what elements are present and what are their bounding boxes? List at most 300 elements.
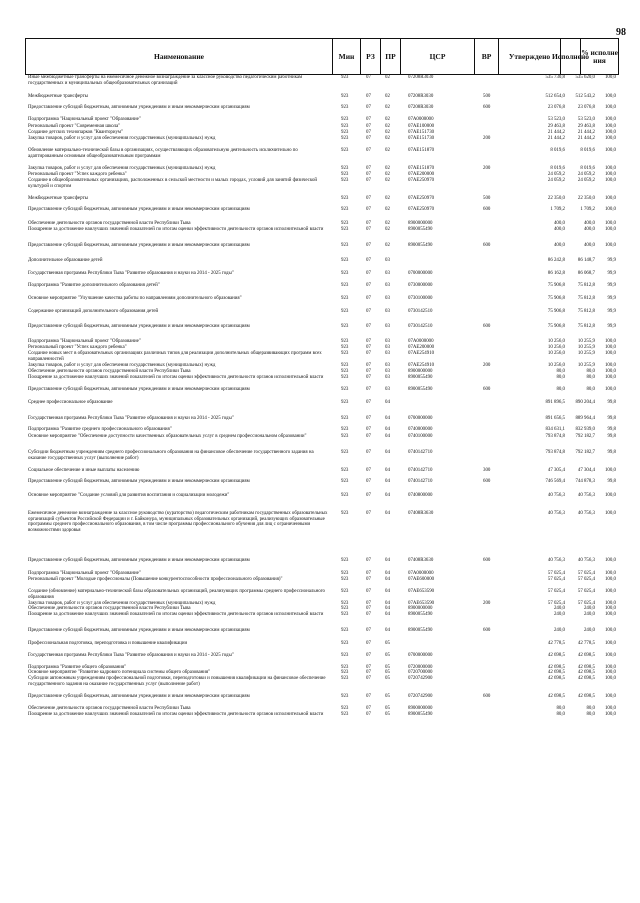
cell-pct: 100,0 (604, 339, 616, 344)
cell-approved: 240,0 (553, 612, 565, 617)
cell-executed: 80,0 (586, 375, 595, 380)
cell-min: 923 (341, 653, 349, 658)
cell-csr: 07208R3030 (408, 94, 434, 99)
cell-pct: 100,0 (604, 706, 616, 711)
cell-name: Создание детских технопарков "Кванториум" (28, 130, 123, 135)
cell-rz: 07 (366, 653, 371, 658)
cell-min: 923 (341, 511, 349, 516)
cell-pct: 99,9 (607, 296, 616, 301)
cell-pr: 03 (385, 283, 390, 288)
cell-csr: 07A0000000 (408, 571, 434, 576)
cell-pct: 100,0 (604, 369, 616, 374)
cell-pr: 04 (385, 628, 390, 633)
cell-name: Закупка товаров, работ и услуг для обеспечения государственных (муниципальных) нужд (28, 166, 216, 171)
cell-pct: 100,0 (604, 196, 616, 201)
cell-min: 923 (341, 324, 349, 329)
cell-name: Субсидии автономным учреждениям профессиональной подготовки, переподготовки и повышения квалификации на финансовое обеспечение государственного задания на оказание государственных услуг (выполнение работ) (28, 676, 326, 687)
cell-vr: 500 (483, 196, 491, 201)
cell-pct: 100,0 (604, 345, 616, 350)
cell-name: Социальное обеспечение и иные выплаты населению (28, 468, 140, 473)
cell-pr: 02 (385, 166, 390, 171)
cell-executed: 80,0 (586, 369, 595, 374)
cell-name: Региональный проект "Современная школа" (28, 124, 121, 129)
cell-rz: 07 (366, 345, 371, 350)
cell-approved: 8 019,6 (550, 166, 565, 171)
cell-approved: 8 019,6 (550, 148, 565, 153)
cell-min: 923 (341, 427, 349, 432)
cell-approved: 834 631,1 (545, 427, 565, 432)
cell-rz: 07 (366, 283, 371, 288)
cell-pr: 02 (385, 207, 390, 212)
cell-pr: 04 (385, 468, 390, 473)
cell-rz: 07 (366, 117, 371, 122)
cell-pct: 100,0 (604, 493, 616, 498)
cell-executed: 40 756,3 (577, 493, 595, 498)
cell-pct: 100,0 (604, 166, 616, 171)
cell-rz: 07 (366, 309, 371, 314)
cell-executed: 42 698,5 (577, 665, 595, 670)
cell-approved: 80,0 (556, 375, 565, 380)
cell-min: 923 (341, 434, 349, 439)
cell-name: Предоставление субсидий бюджетным, автономным учреждениям и иным некоммерческим организациям (28, 324, 250, 329)
cell-min: 923 (341, 75, 349, 80)
cell-min: 923 (341, 416, 349, 421)
cell-name: Обновление материально-технической базы в организациях, осуществляющих образовательную деятельность исключительно по адаптированным основным общеобразовательным программам (28, 148, 298, 159)
cell-min: 923 (341, 117, 349, 122)
cell-min: 923 (341, 309, 349, 314)
table-header (25, 38, 619, 75)
cell-pr: 05 (385, 694, 390, 699)
cell-approved: 746 569,4 (545, 479, 565, 484)
cell-min: 923 (341, 450, 349, 455)
cell-rz: 07 (366, 694, 371, 699)
cell-rz: 07 (366, 665, 371, 670)
cell-csr: 8900000000 (408, 706, 433, 711)
cell-pr: 02 (385, 130, 390, 135)
cell-min: 923 (341, 339, 349, 344)
cell-rz: 07 (366, 94, 371, 99)
cell-approved: 80,0 (556, 706, 565, 711)
cell-executed: 400,0 (583, 243, 595, 248)
cell-csr: 07AE250970 (408, 196, 435, 201)
cell-pr: 04 (385, 400, 390, 405)
cell-pr: 02 (385, 227, 390, 232)
cell-executed: 24 059,2 (577, 172, 595, 177)
column-header-percent: % исполне ния (580, 39, 618, 74)
column-header-name: Наименование (154, 51, 204, 61)
cell-executed: 1 709,2 (580, 207, 595, 212)
cell-csr: 8900055490 (408, 375, 433, 380)
cell-pct: 100,0 (604, 227, 616, 232)
cell-rz: 07 (366, 136, 371, 141)
cell-pr: 02 (385, 243, 390, 248)
cell-min: 923 (341, 577, 349, 582)
cell-executed: 75 812,8 (577, 283, 595, 288)
cell-pr: 02 (385, 117, 390, 122)
cell-rz: 07 (366, 450, 371, 455)
cell-approved: 22 350,0 (547, 196, 565, 201)
cell-executed: 400,0 (583, 221, 595, 226)
cell-pr: 04 (385, 601, 390, 606)
cell-approved: 80,0 (556, 369, 565, 374)
cell-pct: 100,0 (604, 712, 616, 717)
cell-name: Обеспечение деятельности органов государственной власти Республики Тыва (28, 706, 191, 711)
cell-executed: 57 025,4 (577, 589, 595, 594)
cell-executed: 10 255,9 (577, 339, 595, 344)
cell-min: 923 (341, 172, 349, 177)
cell-csr: 0740142710 (408, 468, 433, 473)
cell-pct: 100,0 (604, 676, 616, 681)
cell-approved: 80,0 (556, 712, 565, 717)
cell-csr: 07AE653590 (408, 589, 435, 594)
cell-pct: 100,0 (604, 124, 616, 129)
cell-pct: 100,0 (604, 351, 616, 356)
cell-name: Создание (обновление) материально-технической базы образовательных организаций, реализующих программы среднего профессионального образования (28, 589, 325, 600)
cell-approved: 400,0 (553, 227, 565, 232)
cell-executed: 8 019,6 (580, 166, 595, 171)
cell-approved: 240,0 (553, 628, 565, 633)
cell-vr: 600 (483, 558, 491, 563)
cell-executed: 40 756,3 (577, 511, 595, 516)
cell-min: 923 (341, 612, 349, 617)
cell-rz: 07 (366, 75, 371, 80)
cell-min: 923 (341, 712, 349, 717)
cell-csr: 8900055490 (408, 387, 433, 392)
cell-executed: 80,0 (586, 387, 595, 392)
cell-name: Основное мероприятие "Создание условий для развития воспитания и социализации молодежи" (28, 493, 230, 498)
cell-executed: 10 255,9 (577, 363, 595, 368)
cell-pct: 100,0 (604, 94, 616, 99)
cell-name: Закупка товаров, работ и услуг для обеспечения государственных (муниципальных) нужд (28, 136, 216, 141)
cell-min: 923 (341, 221, 349, 226)
cell-name: Подпрограмма "Развитие среднего профессионального образования" (28, 427, 172, 432)
cell-pct: 100,0 (604, 641, 616, 646)
cell-min: 923 (341, 271, 349, 276)
cell-name: Дополнительное образование детей (28, 258, 103, 263)
cell-approved: 75 906,8 (547, 296, 565, 301)
cell-min: 923 (341, 196, 349, 201)
cell-min: 923 (341, 296, 349, 301)
cell-executed: 512 543,2 (575, 94, 595, 99)
cell-approved: 29 463,8 (547, 124, 565, 129)
cell-name: Поощрение за достижение наилучших значений показателей по итогам оценки эффективности деятельности органов исполнительной власти (28, 227, 324, 232)
cell-min: 923 (341, 601, 349, 606)
cell-csr: 07AE200000 (408, 172, 435, 177)
cell-min: 923 (341, 369, 349, 374)
budget-table (25, 38, 619, 900)
cell-vr: 600 (483, 694, 491, 699)
cell-approved: 57 025,4 (547, 589, 565, 594)
cell-pr: 03 (385, 345, 390, 350)
cell-name: Государственная программа Республики Тыва "Развитие образования и науки на 2014 - 2025 годы" (28, 271, 234, 276)
cell-approved: 86 162,8 (547, 271, 565, 276)
cell-pct: 100,0 (604, 117, 616, 122)
cell-min: 923 (341, 363, 349, 368)
cell-pct: 100,0 (604, 148, 616, 153)
cell-pct: 99,8 (607, 427, 616, 432)
cell-min: 923 (341, 351, 349, 356)
cell-executed: 57 025,4 (577, 577, 595, 582)
cell-name: Создание новых мест в образовательных организациях различных типов для реализации дополнительных общеразвивающих программ всех направленностей (28, 351, 322, 362)
cell-rz: 07 (366, 511, 371, 516)
cell-min: 923 (341, 694, 349, 699)
page-number: 98 (616, 27, 626, 38)
cell-rz: 07 (366, 571, 371, 576)
cell-rz: 07 (366, 178, 371, 183)
cell-csr: 07AE100000 (408, 124, 435, 129)
cell-name: Предоставление субсидий бюджетным, автономным учреждениям и иным некоммерческим организациям (28, 694, 250, 699)
cell-vr: 600 (483, 243, 491, 248)
cell-pct: 100,0 (604, 387, 616, 392)
cell-pr: 02 (385, 136, 390, 141)
cell-min: 923 (341, 387, 349, 392)
cell-pct: 100,0 (604, 571, 616, 576)
cell-name: Основное мероприятие "Обеспечение доступности качественных образовательных услуг в среднем профессиональном образовании" (28, 434, 307, 439)
cell-vr: 200 (483, 136, 491, 141)
cell-rz: 07 (366, 606, 371, 611)
cell-name: Основное мероприятие "Развитие кадрового потенциала системы общего образования" (28, 670, 211, 675)
cell-rz: 07 (366, 479, 371, 484)
table-body (25, 75, 619, 900)
cell-approved: 40 756,3 (547, 511, 565, 516)
cell-pct: 100,0 (604, 105, 616, 110)
cell-rz: 07 (366, 493, 371, 498)
cell-min: 923 (341, 207, 349, 212)
cell-name: Иные межбюджетные трансферты на ежемесячное денежное вознаграждение за классное руководство педагогическим работникам государственных и муниципальных общеобразовательных организаций (28, 75, 303, 86)
cell-pct: 100,0 (604, 511, 616, 516)
cell-csr: 07408R3630 (408, 511, 434, 516)
cell-pr: 02 (385, 94, 390, 99)
cell-pct: 100,0 (604, 130, 616, 135)
cell-name: Создание в общеобразовательных организациях, расположенных в сельской местности и малых городах, условий для занятий физической культурой и спортом (28, 178, 318, 189)
cell-name: Государственная программа Республики Тыва "Развитие образования и науки на 2014 - 2025 годы" (28, 653, 234, 658)
cell-pr: 03 (385, 369, 390, 374)
cell-min: 923 (341, 136, 349, 141)
cell-pct: 100,0 (604, 694, 616, 699)
cell-executed: 21 444,2 (577, 130, 595, 135)
cell-rz: 07 (366, 227, 371, 232)
column-header-csr: ЦСР (400, 39, 474, 74)
cell-name: Обеспечение деятельности органов государственной власти Республики Тыва (28, 369, 191, 374)
cell-min: 923 (341, 468, 349, 473)
cell-csr: 07AE250970 (408, 207, 435, 212)
cell-pr: 03 (385, 271, 390, 276)
cell-pct: 99,8 (607, 416, 616, 421)
cell-pct: 100,0 (604, 653, 616, 658)
cell-name: Среднее профессиональное образование (28, 400, 113, 405)
cell-rz: 07 (366, 339, 371, 344)
cell-csr: 8900055490 (408, 712, 433, 717)
cell-approved: 42 698,5 (547, 676, 565, 681)
cell-rz: 07 (366, 628, 371, 633)
cell-executed: 792 182,7 (575, 434, 595, 439)
cell-min: 923 (341, 283, 349, 288)
cell-pct: 100,0 (604, 207, 616, 212)
cell-rz: 07 (366, 416, 371, 421)
cell-pr: 03 (385, 309, 390, 314)
cell-vr: 200 (483, 363, 491, 368)
cell-min: 923 (341, 124, 349, 129)
cell-vr: 300 (483, 468, 491, 473)
cell-pr: 03 (385, 339, 390, 344)
cell-approved: 42 698,5 (547, 670, 565, 675)
cell-name: Основное мероприятие "Улучшение качества работы по направлениям дополнительного образования" (28, 296, 242, 301)
cell-approved: 23 076,8 (547, 105, 565, 110)
cell-pct: 100,0 (604, 606, 616, 611)
cell-pr: 04 (385, 571, 390, 576)
cell-csr: 8900000000 (408, 606, 433, 611)
cell-min: 923 (341, 628, 349, 633)
cell-pct: 100,0 (604, 172, 616, 177)
cell-executed: 75 812,8 (577, 296, 595, 301)
cell-pct: 100,0 (604, 221, 616, 226)
cell-approved: 57 025,4 (547, 577, 565, 582)
cell-pct: 99,9 (607, 309, 616, 314)
cell-pr: 04 (385, 427, 390, 432)
cell-csr: 07AE254910 (408, 351, 435, 356)
cell-min: 923 (341, 670, 349, 675)
cell-pr: 02 (385, 75, 390, 80)
cell-executed: 86 068,7 (577, 271, 595, 276)
cell-executed: 29 463,8 (577, 124, 595, 129)
cell-executed: 23 076,8 (577, 105, 595, 110)
cell-csr: 0740100000 (408, 434, 433, 439)
cell-pct: 100,0 (604, 75, 616, 80)
cell-pr: 02 (385, 178, 390, 183)
cell-name: Субсидии бюджетным учреждениям среднего профессионального образования на финансовое обеспечение государственного задания на оказание государственных услуг (выполнение работ) (28, 450, 314, 461)
cell-csr: 0740000000 (408, 427, 433, 432)
cell-executed: 240,0 (583, 612, 595, 617)
column-header-executed: Исполнено (560, 39, 580, 74)
column-header-pr: ПР (380, 39, 400, 74)
cell-rz: 07 (366, 207, 371, 212)
cell-approved: 21 444,2 (547, 136, 565, 141)
cell-rz: 07 (366, 166, 371, 171)
cell-executed: 42 778,5 (577, 641, 595, 646)
cell-vr: 600 (483, 387, 491, 392)
cell-pr: 03 (385, 375, 390, 380)
cell-csr: 0720700000 (408, 670, 433, 675)
cell-executed: 86 148,7 (577, 258, 595, 263)
cell-executed: 22 350,0 (577, 196, 595, 201)
cell-csr: 0700000000 (408, 653, 433, 658)
cell-pct: 100,0 (604, 468, 616, 473)
cell-executed: 832 939,0 (575, 427, 595, 432)
cell-pr: 04 (385, 589, 390, 594)
cell-pr: 03 (385, 363, 390, 368)
cell-approved: 10 256,0 (547, 351, 565, 356)
cell-min: 923 (341, 166, 349, 171)
cell-csr: 07AE151730 (408, 136, 435, 141)
cell-pct: 100,0 (604, 375, 616, 380)
cell-min: 923 (341, 375, 349, 380)
cell-approved: 86 242,8 (547, 258, 565, 263)
cell-rz: 07 (366, 172, 371, 177)
cell-min: 923 (341, 558, 349, 563)
cell-approved: 75 906,8 (547, 324, 565, 329)
cell-name: Региональный проект "Успех каждого ребенка" (28, 345, 127, 350)
cell-csr: 8900055490 (408, 612, 433, 617)
cell-name: Предоставление субсидий бюджетным, автономным учреждениям и иным некоммерческим организациям (28, 558, 250, 563)
cell-rz: 07 (366, 601, 371, 606)
cell-approved: 42 698,5 (547, 665, 565, 670)
cell-name: Предоставление субсидий бюджетным, автономным учреждениям и иным некоммерческим организациям (28, 207, 250, 212)
cell-name: Ежемесячное денежное вознаграждение за классное руководство (кураторство) педагогическим работникам государственных образовательных организаций субъектов Российской Федерации и г. Байконура, муниципальных образовательных организаций, реализующих образовательные программы среднего профессионального образования, в том числе программы профессионального обучения для лиц с ограниченными возможностями здоровья (28, 511, 328, 534)
cell-name: Региональный проект "Молодые профессионалы (Повышение конкурентоспособности профессионального образования)" (28, 577, 283, 582)
cell-min: 923 (341, 665, 349, 670)
cell-pct: 100,0 (604, 178, 616, 183)
cell-pct: 100,0 (604, 665, 616, 670)
cell-vr: 600 (483, 628, 491, 633)
cell-approved: 793 874,8 (545, 434, 565, 439)
cell-pr: 05 (385, 665, 390, 670)
cell-pct: 100,0 (604, 670, 616, 675)
cell-approved: 57 025,4 (547, 601, 565, 606)
cell-rz: 07 (366, 670, 371, 675)
cell-name: Межбюджетные трансферты (28, 94, 88, 99)
cell-pr: 02 (385, 172, 390, 177)
cell-min: 923 (341, 130, 349, 135)
cell-approved: 42 698,5 (547, 653, 565, 658)
cell-pr: 04 (385, 450, 390, 455)
cell-executed: 535 620,0 (575, 75, 595, 80)
cell-pct: 100,0 (604, 628, 616, 633)
cell-pr: 04 (385, 511, 390, 516)
cell-min: 923 (341, 243, 349, 248)
cell-csr: 8900000000 (408, 369, 433, 374)
cell-pr: 04 (385, 558, 390, 563)
cell-executed: 57 025,4 (577, 571, 595, 576)
cell-name: Подпрограмма "Национальный проект "Образование" (28, 571, 141, 576)
cell-name: Закупка товаров, работ и услуг для обеспечения государственных (муниципальных) нужд (28, 363, 216, 368)
cell-min: 923 (341, 105, 349, 110)
cell-rz: 07 (366, 130, 371, 135)
cell-pct: 100,0 (604, 589, 616, 594)
cell-executed: 24 059,2 (577, 178, 595, 183)
cell-executed: 53 523,0 (577, 117, 595, 122)
cell-pct: 99,9 (607, 324, 616, 329)
cell-pr: 05 (385, 712, 390, 717)
cell-executed: 80,0 (586, 712, 595, 717)
cell-executed: 10 255,9 (577, 351, 595, 356)
cell-executed: 80,0 (586, 706, 595, 711)
cell-vr: 500 (483, 94, 491, 99)
cell-executed: 42 698,5 (577, 653, 595, 658)
cell-min: 923 (341, 400, 349, 405)
cell-name: Региональный проект "Успех каждого ребенка" (28, 172, 127, 177)
cell-approved: 1 709,2 (550, 207, 565, 212)
cell-pr: 03 (385, 258, 390, 263)
cell-rz: 07 (366, 434, 371, 439)
cell-rz: 07 (366, 387, 371, 392)
cell-approved: 42 778,5 (547, 641, 565, 646)
cell-approved: 40 756,3 (547, 558, 565, 563)
cell-rz: 07 (366, 676, 371, 681)
cell-pr: 02 (385, 196, 390, 201)
cell-approved: 57 025,4 (547, 571, 565, 576)
cell-csr: 07408R3630 (408, 558, 434, 563)
cell-name: Предоставление субсидий бюджетным, автономным учреждениям и иным некоммерческим организациям (28, 479, 250, 484)
cell-min: 923 (341, 479, 349, 484)
cell-rz: 07 (366, 296, 371, 301)
cell-approved: 75 906,8 (547, 309, 565, 314)
cell-approved: 24 059,2 (547, 178, 565, 183)
cell-rz: 07 (366, 351, 371, 356)
cell-approved: 21 444,2 (547, 130, 565, 135)
cell-min: 923 (341, 148, 349, 153)
cell-rz: 07 (366, 243, 371, 248)
cell-pct: 100,0 (604, 243, 616, 248)
